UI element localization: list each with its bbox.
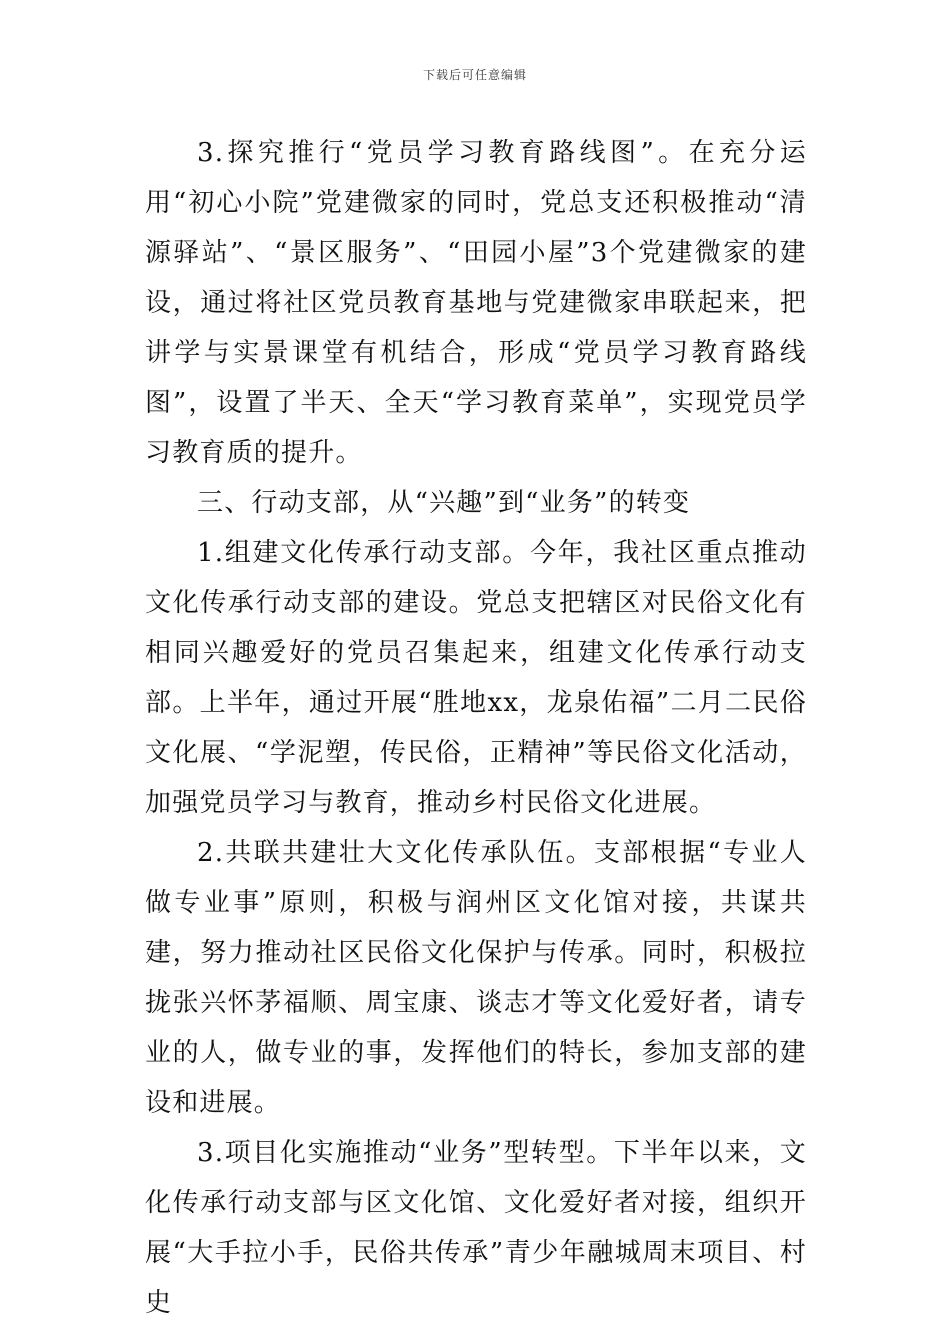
document-body — [145, 128, 807, 1328]
paragraph-culture-branch: 1.组建文化传承行动支部。今年，我社区重点推动文化传承行动支部的建设。党总支把辖区对民俗文化有相同兴趣爱好的党员召集起来，组建文化传承行动支部。上半年，通过开展“胜地xx，龙泉佑福”二月二民俗文化展、“学泥塑，传民俗，正精神”等民俗文化活动，加强党员学习与教育，推动乡村民俗文化进展。 — [145, 538, 807, 818]
paragraph-roadmap: 3.探究推行“党员学习教育路线图”。在充分运用“初心小院”党建微家的同时，党总支还积极推动“清源驿站”、“景区服务”、“田园小屋”3个党建微家的建设，通过将社区党员教育基地与党建微家串联起来，把讲学与实景课堂有机结合，形成“党员学习教育路线图”，设置了半天、全天“学习教育菜单”，实现党员学习教育质的提升。 — [145, 138, 807, 468]
section-heading-action-branch: 三、行动支部，从“兴趣”到“业务”的转变 — [197, 488, 691, 518]
paragraph-joint-building: 2.共联共建壮大文化传承队伍。支部根据“专业人做专业事”原则，积极与润州区文化馆对接，共谋共建，努力推动社区民俗文化保护与传承。同时，积极拉拢张兴怀茅福顺、周宝康、谈志才等文化爱好者，请专业的人，做专业的事，发挥他们的特长，参加支部的建设和进展。 — [145, 838, 807, 1118]
paragraph-project-transformation: 3.项目化实施推动“业务”型转型。下半年以来，文化传承行动支部与区文化馆、文化爱好者对接，组织开展“大手拉小手，民俗共传承”青少年融城周末项目、村史 — [145, 1138, 807, 1318]
header-note: 下载后可任意编辑 — [422, 68, 527, 82]
